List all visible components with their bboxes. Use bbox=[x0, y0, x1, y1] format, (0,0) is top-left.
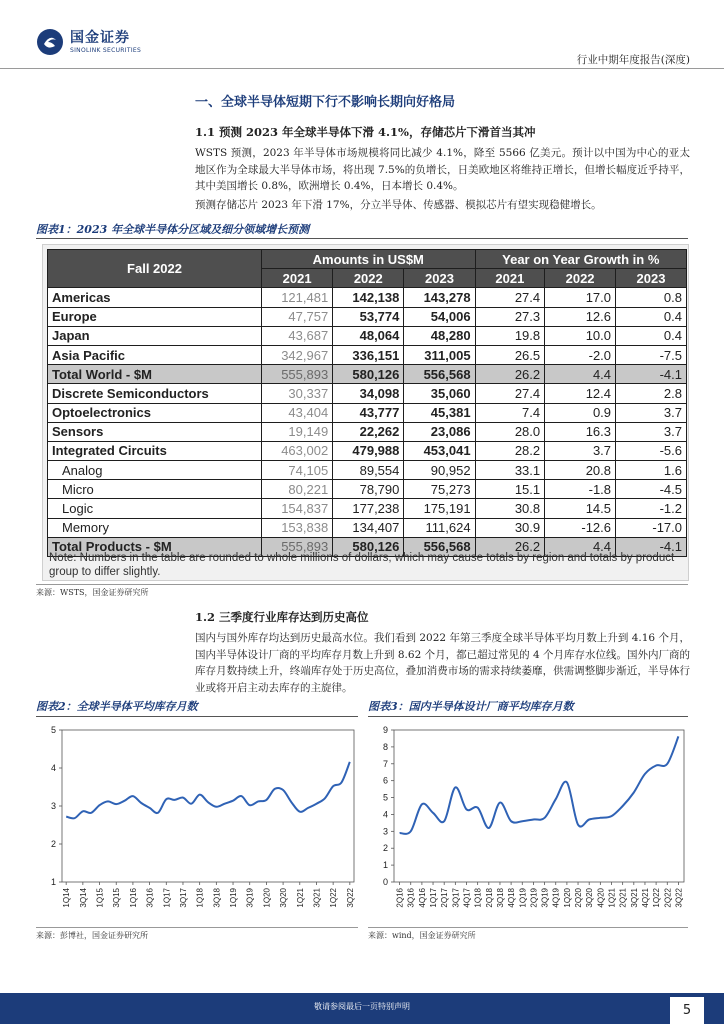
amount-2021-cell: 342,967 bbox=[262, 345, 333, 364]
y-tick-label: 3 bbox=[382, 826, 388, 837]
amount-2021-cell: 30,337 bbox=[262, 384, 333, 403]
row-name-cell: Integrated Circuits bbox=[48, 441, 262, 460]
table-body bbox=[48, 288, 687, 557]
x-tick-label: 1Q19 bbox=[518, 888, 528, 908]
amount-2021-cell: 74,105 bbox=[262, 461, 333, 480]
x-tick-label: 1Q18 bbox=[195, 888, 205, 908]
growth-2023-cell: 3.7 bbox=[616, 422, 687, 441]
growth-2022-cell: 4.4 bbox=[545, 537, 616, 556]
paragraph-memory-forecast: 预测存储芯片 2023 年下滑 17%，分立半导体、传感器、模拟芯片有望实现稳健增长。 bbox=[195, 199, 602, 211]
growth-2022-cell: -12.6 bbox=[545, 518, 616, 537]
x-tick-label: 3Q18 bbox=[212, 888, 222, 908]
amount-2021-cell: 47,757 bbox=[262, 307, 333, 326]
y-tick-label: 5 bbox=[382, 792, 388, 803]
y-tick-label: 9 bbox=[382, 725, 388, 735]
domestic-inventory-chart bbox=[368, 720, 688, 925]
x-tick-label: 1Q22 bbox=[652, 888, 662, 908]
amount-2022-cell: 78,790 bbox=[333, 480, 404, 499]
x-tick-label: 3Q22 bbox=[345, 888, 355, 908]
amount-2023-cell: 556,568 bbox=[404, 365, 475, 384]
amount-2023-cell: 311,005 bbox=[404, 345, 475, 364]
table-row bbox=[48, 499, 687, 518]
amount-2023-cell: 143,278 bbox=[404, 288, 475, 307]
logo-chinese-name: 国金证券 bbox=[70, 29, 130, 46]
row-name-cell: Sensors bbox=[48, 422, 262, 441]
x-tick-label: 4Q18 bbox=[507, 888, 517, 908]
x-tick-label: 1Q14 bbox=[62, 888, 72, 908]
x-tick-label: 4Q16 bbox=[417, 888, 427, 908]
amount-2021-cell: 463,002 bbox=[262, 441, 333, 460]
x-tick-label: 1Q20 bbox=[262, 888, 272, 908]
row-name-cell: Discrete Semiconductors bbox=[48, 384, 262, 403]
figure3-title-rule bbox=[368, 716, 688, 717]
growth-2022-cell: 10.0 bbox=[545, 326, 616, 345]
amount-2022-cell: 580,126 bbox=[333, 537, 404, 556]
x-tick-label: 2Q21 bbox=[618, 888, 628, 908]
amounts-group-header: Amounts in US$M bbox=[262, 250, 476, 269]
growth-2022-cell: 12.4 bbox=[545, 384, 616, 403]
growth-2023-cell: -4.1 bbox=[616, 537, 687, 556]
x-tick-label: 2Q22 bbox=[663, 888, 673, 908]
report-type: 行业中期年度报告(深度) bbox=[576, 54, 690, 66]
amount-2023-cell: 45,381 bbox=[404, 403, 475, 422]
growth-2022-cell: 20.8 bbox=[545, 461, 616, 480]
growth-2022-cell: 14.5 bbox=[545, 499, 616, 518]
growth-2023-cell: -17.0 bbox=[616, 518, 687, 537]
growth-group-header: Year on Year Growth in % bbox=[475, 250, 686, 269]
y-tick-label: 8 bbox=[382, 741, 388, 752]
table-row bbox=[48, 403, 687, 422]
growth-2021-cell: 30.8 bbox=[475, 499, 545, 518]
amount-2022-cell: 89,554 bbox=[333, 461, 404, 480]
amount-2022-cell: 479,988 bbox=[333, 441, 404, 460]
amount-2021-cell: 555,893 bbox=[262, 365, 333, 384]
x-tick-label: 1Q17 bbox=[162, 888, 172, 908]
amount-2023-cell: 35,060 bbox=[404, 384, 475, 403]
x-tick-label: 3Q16 bbox=[406, 888, 416, 908]
y-tick-label: 7 bbox=[382, 758, 388, 769]
growth-2023-cell: 0.8 bbox=[616, 288, 687, 307]
row-name-cell: Analog bbox=[48, 461, 262, 480]
figure2-bottom-rule bbox=[36, 927, 358, 928]
figure3-bottom-rule bbox=[368, 927, 688, 928]
growth-2023-cell: -4.5 bbox=[616, 480, 687, 499]
row-name-cell: Optoelectronics bbox=[48, 403, 262, 422]
table-row bbox=[48, 345, 687, 364]
x-tick-label: 3Q22 bbox=[674, 888, 684, 908]
global-inventory-chart bbox=[36, 720, 358, 925]
x-tick-label: 3Q15 bbox=[112, 888, 122, 908]
y-tick-label: 2 bbox=[50, 839, 56, 849]
x-tick-label: 1Q22 bbox=[329, 888, 339, 908]
amount-2023-cell: 556,568 bbox=[404, 537, 475, 556]
forecast-table-panel bbox=[42, 244, 689, 581]
x-tick-label: 3Q16 bbox=[145, 888, 155, 908]
amount-2021-cell: 154,837 bbox=[262, 499, 333, 518]
x-tick-label: 3Q14 bbox=[78, 888, 88, 908]
figure1-title-rule bbox=[36, 238, 688, 239]
company-logo bbox=[36, 28, 141, 56]
series-line bbox=[66, 762, 350, 818]
growth-2022-cell: 4.4 bbox=[545, 365, 616, 384]
amount-2023-cell: 90,952 bbox=[404, 461, 475, 480]
page-number: 5 bbox=[670, 997, 704, 1024]
x-tick-label: 1Q16 bbox=[128, 888, 138, 908]
growth-2023-cell: -4.1 bbox=[616, 365, 687, 384]
y-tick-label: 3 bbox=[50, 801, 56, 811]
amount-2022-cell: 142,138 bbox=[333, 288, 404, 307]
growth-2021-cell: 28.2 bbox=[475, 441, 545, 460]
growth-2021-cell: 15.1 bbox=[475, 480, 545, 499]
table-row bbox=[48, 422, 687, 441]
table-row bbox=[48, 326, 687, 345]
amount-2021-cell: 43,687 bbox=[262, 326, 333, 345]
year-header: 2022 bbox=[545, 269, 616, 288]
x-tick-label: 1Q17 bbox=[429, 888, 439, 908]
year-header: 2021 bbox=[475, 269, 545, 288]
forecast-table bbox=[47, 249, 687, 557]
row-name-cell: Asia Pacific bbox=[48, 345, 262, 364]
amount-2021-cell: 555,893 bbox=[262, 537, 333, 556]
row-name-cell: Logic bbox=[48, 499, 262, 518]
table-row bbox=[48, 461, 687, 480]
amount-2023-cell: 48,280 bbox=[404, 326, 475, 345]
year-header: 2022 bbox=[333, 269, 404, 288]
amount-2022-cell: 580,126 bbox=[333, 365, 404, 384]
growth-2021-cell: 7.4 bbox=[475, 403, 545, 422]
growth-2022-cell: 12.6 bbox=[545, 307, 616, 326]
x-tick-label: 3Q21 bbox=[629, 888, 639, 908]
year-header: 2023 bbox=[404, 269, 475, 288]
growth-2023-cell: -7.5 bbox=[616, 345, 687, 364]
x-tick-label: 2Q17 bbox=[440, 888, 450, 908]
figure2-source: 来源：彭博社，国金证券研究所 bbox=[36, 931, 148, 940]
row-name-cell: Total Products - $M bbox=[48, 537, 262, 556]
x-tick-label: 3Q17 bbox=[178, 888, 188, 908]
x-tick-label: 3Q19 bbox=[245, 888, 255, 908]
amount-2021-cell: 153,838 bbox=[262, 518, 333, 537]
year-header: 2023 bbox=[616, 269, 687, 288]
amount-2022-cell: 34,098 bbox=[333, 384, 404, 403]
growth-2023-cell: 0.4 bbox=[616, 307, 687, 326]
growth-2021-cell: 28.0 bbox=[475, 422, 545, 441]
growth-2021-cell: 26.2 bbox=[475, 537, 545, 556]
x-tick-label: 3Q17 bbox=[451, 888, 461, 908]
x-tick-label: 4Q17 bbox=[462, 888, 472, 908]
table-row bbox=[48, 365, 687, 384]
x-tick-label: 1Q15 bbox=[95, 888, 105, 908]
y-tick-label: 1 bbox=[382, 860, 388, 871]
figure1-source: 来源：WSTS，国金证券研究所 bbox=[36, 588, 149, 597]
amount-2022-cell: 48,064 bbox=[333, 326, 404, 345]
amount-2022-cell: 177,238 bbox=[333, 499, 404, 518]
amount-2022-cell: 53,774 bbox=[333, 307, 404, 326]
growth-2022-cell: 16.3 bbox=[545, 422, 616, 441]
growth-2021-cell: 26.2 bbox=[475, 365, 545, 384]
amount-2023-cell: 23,086 bbox=[404, 422, 475, 441]
y-tick-label: 1 bbox=[50, 877, 56, 887]
x-tick-label: 1Q18 bbox=[473, 888, 483, 908]
growth-2021-cell: 27.4 bbox=[475, 384, 545, 403]
figure3-source: 来源：wind，国金证券研究所 bbox=[368, 931, 476, 940]
amount-2023-cell: 453,041 bbox=[404, 441, 475, 460]
amount-2021-cell: 121,481 bbox=[262, 288, 333, 307]
subsection-title-2: 1.2 三季度行业库存达到历史高位 bbox=[195, 610, 369, 624]
x-tick-label: 1Q20 bbox=[562, 888, 572, 908]
growth-2021-cell: 27.4 bbox=[475, 288, 545, 307]
x-tick-label: 4Q20 bbox=[596, 888, 606, 908]
growth-2021-cell: 26.5 bbox=[475, 345, 545, 364]
figure3-title: 图表3：国内半导体设计厂商平均库存月数 bbox=[368, 700, 574, 713]
amount-2021-cell: 43,404 bbox=[262, 403, 333, 422]
y-tick-label: 4 bbox=[50, 763, 56, 773]
amount-2022-cell: 336,151 bbox=[333, 345, 404, 364]
table-row bbox=[48, 288, 687, 307]
figure1-title: 图表1：2023 年全球半导体分区域及细分领域增长预测 bbox=[36, 223, 310, 236]
growth-2023-cell: 1.6 bbox=[616, 461, 687, 480]
year-header: 2021 bbox=[262, 269, 333, 288]
x-tick-label: 1Q19 bbox=[229, 888, 239, 908]
growth-2021-cell: 27.3 bbox=[475, 307, 545, 326]
logo-mark-icon bbox=[36, 28, 64, 56]
logo-english-name: SINOLINK SECURITIES bbox=[70, 46, 142, 54]
amount-2023-cell: 111,624 bbox=[404, 518, 475, 537]
table-row bbox=[48, 441, 687, 460]
figure1-bottom-rule bbox=[36, 584, 688, 585]
amount-2021-cell: 19,149 bbox=[262, 422, 333, 441]
footer-disclaimer[interactable]: 敬请参阅最后一页特别声明 bbox=[314, 1002, 410, 1011]
paragraph-wsts-forecast: WSTS 预测，2023 年半导体市场规模将同比减少 4.1%，降至 5566 亿美元。预计以中国为中心的亚太地区作为全球最大半导体市场，将出现 7.5%的负增长，日美欧地区将维持正增长，但增长幅度近乎持平，其中美国增长 0.8%，欧洲增长 0.4%，日本增长 0.4%。 bbox=[195, 147, 690, 192]
x-tick-label: 2Q19 bbox=[529, 888, 539, 908]
growth-2021-cell: 19.8 bbox=[475, 326, 545, 345]
table-note: Note: Numbers in the table are rounded to whole millions of dollars, which may cause totals by region and totals by product group to differ slightly. bbox=[49, 552, 675, 578]
growth-2022-cell: 0.9 bbox=[545, 403, 616, 422]
row-name-cell: Total World - $M bbox=[48, 365, 262, 384]
x-tick-label: 3Q21 bbox=[312, 888, 322, 908]
growth-2022-cell: -1.8 bbox=[545, 480, 616, 499]
growth-2021-cell: 33.1 bbox=[475, 461, 545, 480]
growth-2022-cell: 3.7 bbox=[545, 441, 616, 460]
row-name-cell: Memory bbox=[48, 518, 262, 537]
x-tick-label: 2Q16 bbox=[395, 888, 405, 908]
x-tick-label: 3Q19 bbox=[540, 888, 550, 908]
x-tick-label: 3Q18 bbox=[495, 888, 505, 908]
y-tick-label: 0 bbox=[382, 877, 388, 887]
amount-2022-cell: 134,407 bbox=[333, 518, 404, 537]
table-corner-label: Fall 2022 bbox=[48, 250, 262, 288]
y-tick-label: 4 bbox=[382, 809, 388, 820]
table-row bbox=[48, 384, 687, 403]
row-name-cell: Europe bbox=[48, 307, 262, 326]
paragraph-inventory: 国内与国外库存均达到历史最高水位。我们看到 2022 年第三季度全球半导体平均月数上升到 4.16 个月，国内半导体设计厂商的平均库存月数上升到 8.62 个月，都已超过常见的 4 个月库存水位线。国外内厂商的库存月数持续上升，终端库存处于历史高位，叠加消费市场的需求持续萎靡，供需调整脚步渐近，半导体行业或将开启主动去库存的主旋律。 bbox=[195, 632, 690, 694]
y-tick-label: 6 bbox=[382, 775, 388, 786]
amount-2023-cell: 75,273 bbox=[404, 480, 475, 499]
x-tick-label: 4Q19 bbox=[551, 888, 561, 908]
x-tick-label: 4Q21 bbox=[640, 888, 650, 908]
x-tick-label: 1Q21 bbox=[295, 888, 305, 908]
growth-2023-cell: 0.4 bbox=[616, 326, 687, 345]
amount-2022-cell: 22,262 bbox=[333, 422, 404, 441]
x-tick-label: 2Q20 bbox=[574, 888, 584, 908]
amount-2021-cell: 80,221 bbox=[262, 480, 333, 499]
figure2-title-rule bbox=[36, 716, 358, 717]
y-tick-label: 2 bbox=[382, 843, 388, 854]
growth-2023-cell: -5.6 bbox=[616, 441, 687, 460]
row-name-cell: Japan bbox=[48, 326, 262, 345]
series-line bbox=[400, 736, 679, 833]
row-name-cell: Americas bbox=[48, 288, 262, 307]
growth-2023-cell: 3.7 bbox=[616, 403, 687, 422]
x-tick-label: 3Q20 bbox=[585, 888, 595, 908]
table-row bbox=[48, 480, 687, 499]
growth-2022-cell: 17.0 bbox=[545, 288, 616, 307]
amount-2022-cell: 43,777 bbox=[333, 403, 404, 422]
y-tick-label: 5 bbox=[50, 725, 56, 735]
row-name-cell: Micro bbox=[48, 480, 262, 499]
plot-frame bbox=[394, 730, 684, 882]
subsection-title-1: 1.1 预测 2023 年全球半导体下滑 4.1%，存储芯片下滑首当其冲 bbox=[195, 125, 536, 139]
amount-2023-cell: 54,006 bbox=[404, 307, 475, 326]
section-title: 一、全球半导体短期下行不影响长期向好格局 bbox=[195, 95, 456, 110]
table-row bbox=[48, 518, 687, 537]
growth-2023-cell: -1.2 bbox=[616, 499, 687, 518]
x-tick-label: 1Q21 bbox=[607, 888, 617, 908]
x-tick-label: 3Q20 bbox=[279, 888, 289, 908]
growth-2023-cell: 2.8 bbox=[616, 384, 687, 403]
x-tick-label: 2Q18 bbox=[484, 888, 494, 908]
figure2-title: 图表2：全球半导体平均库存月数 bbox=[36, 700, 198, 713]
growth-2022-cell: -2.0 bbox=[545, 345, 616, 364]
amount-2023-cell: 175,191 bbox=[404, 499, 475, 518]
growth-2021-cell: 30.9 bbox=[475, 518, 545, 537]
table-row bbox=[48, 307, 687, 326]
header-divider bbox=[0, 68, 724, 69]
